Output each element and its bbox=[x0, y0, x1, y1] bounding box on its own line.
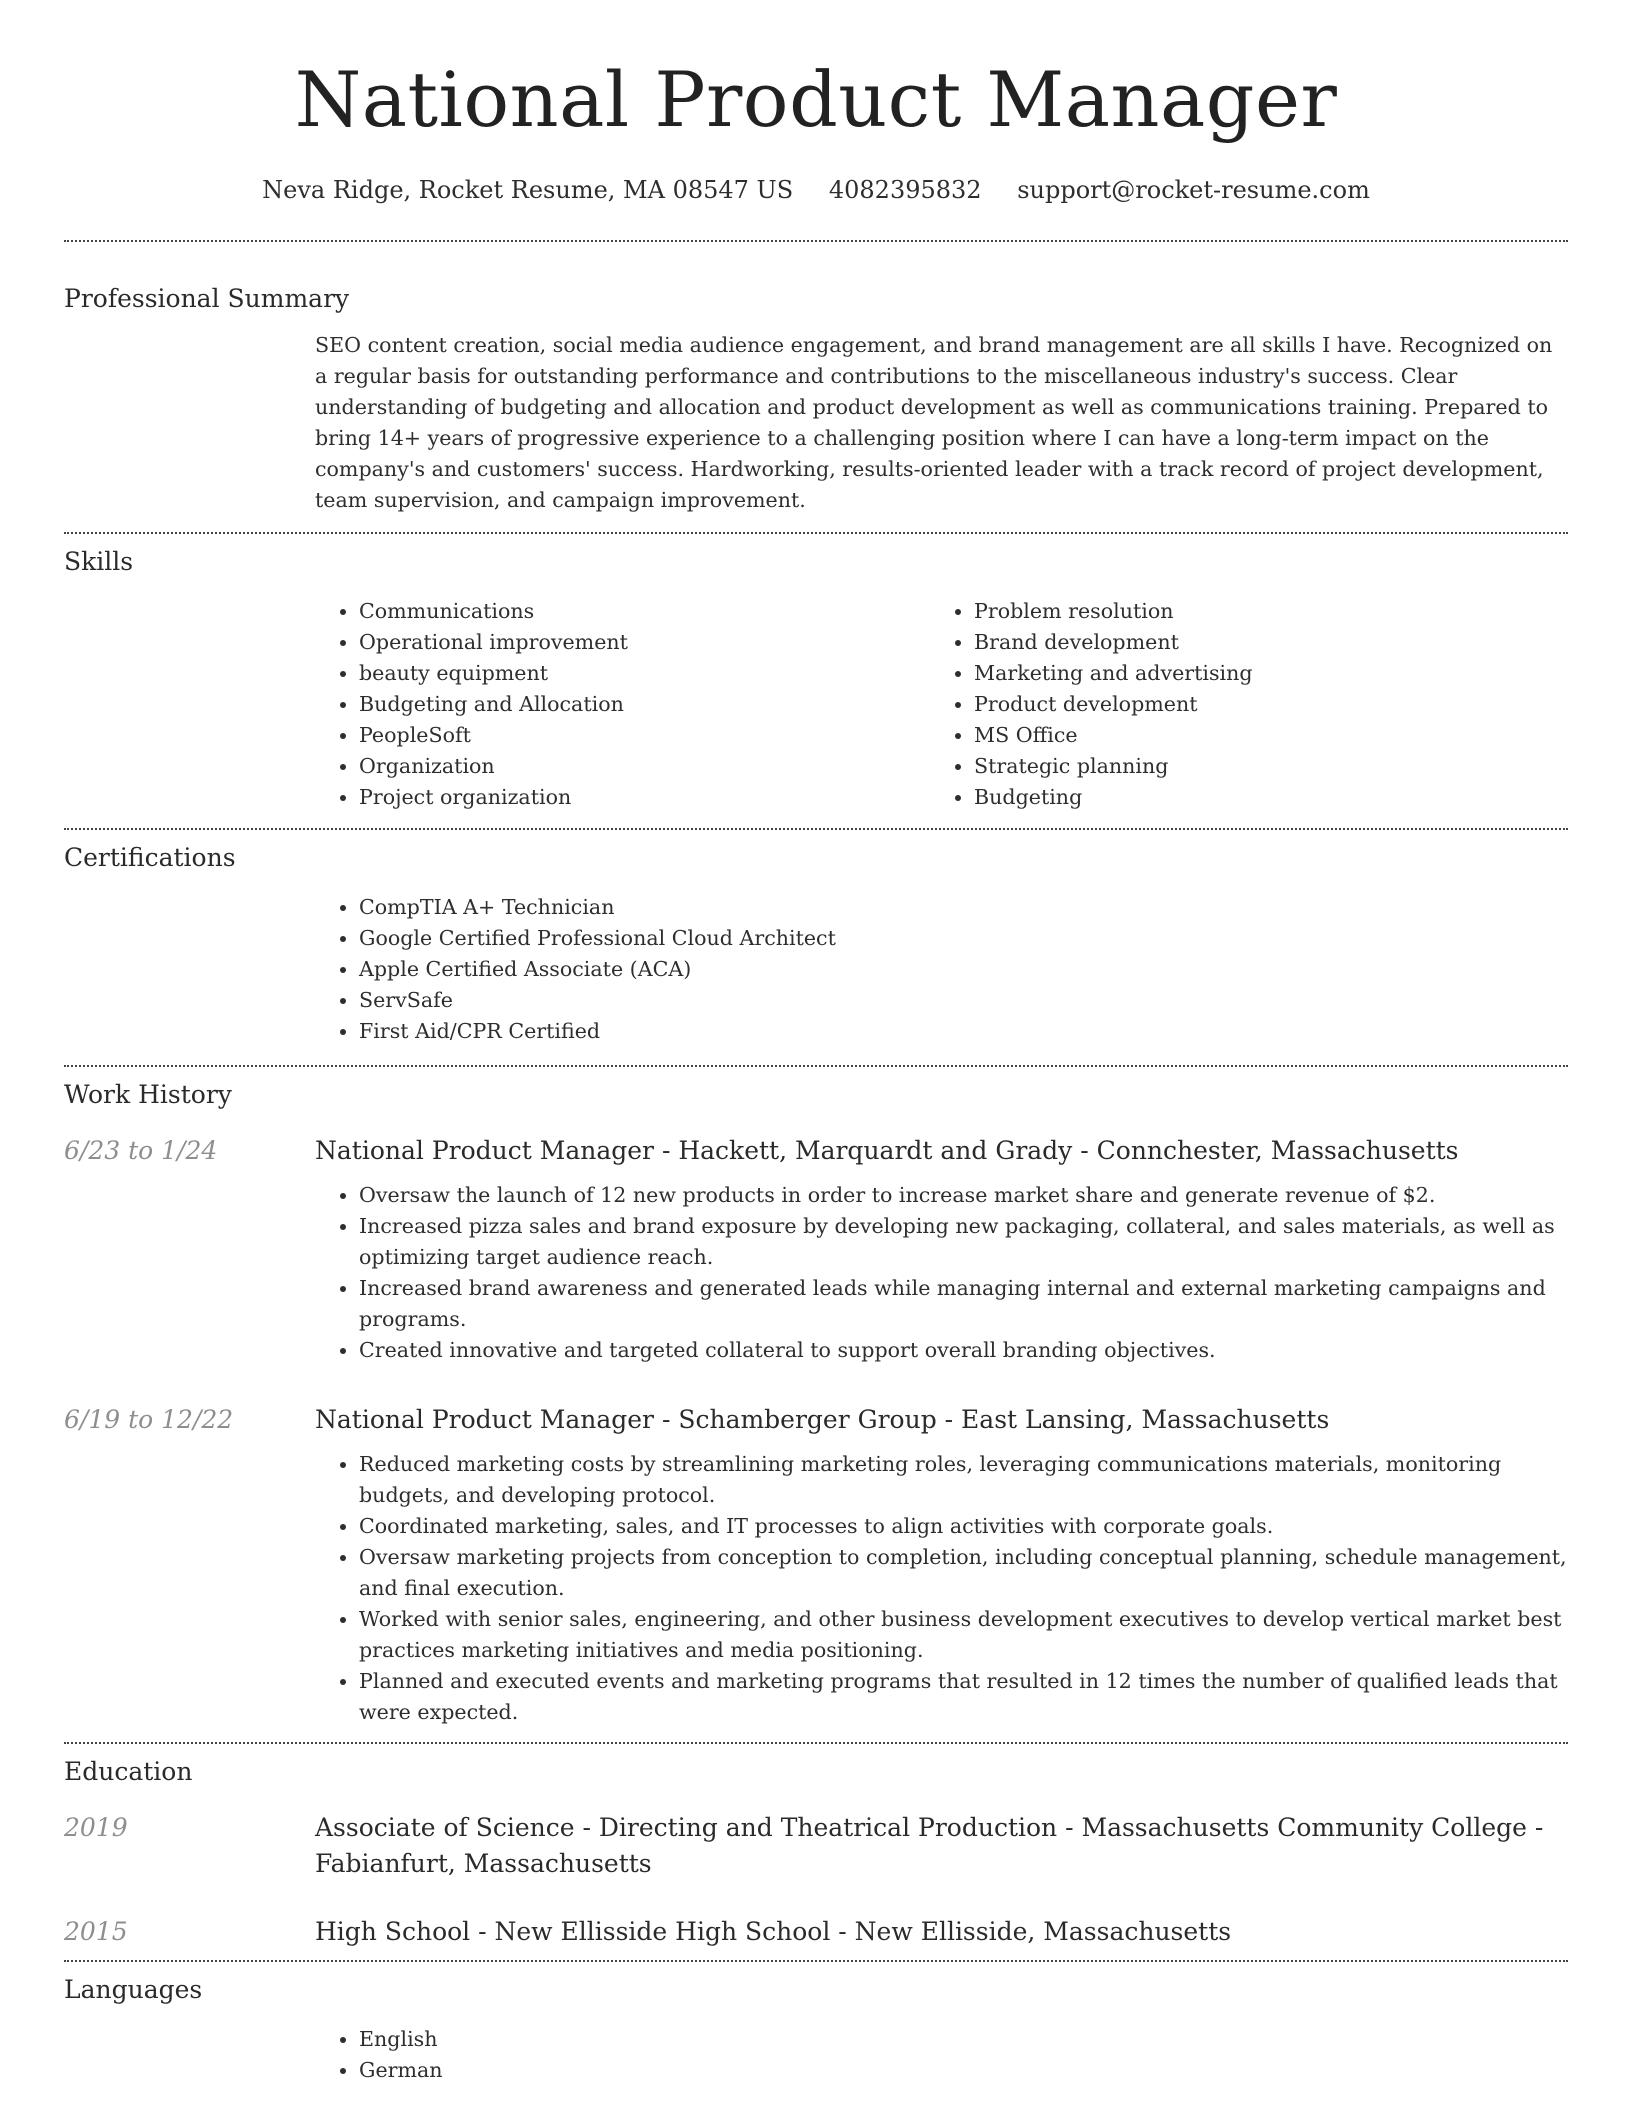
language-item: • English bbox=[359, 2024, 1568, 2055]
education-title: Associate of Science - Directing and Theatrical Production - Massachusetts Community College - Fabianfurt, Massachusetts bbox=[315, 1813, 1544, 1878]
education-entry bbox=[64, 1810, 1568, 1882]
skill-item: • Marketing and advertising bbox=[974, 658, 1545, 689]
summary-heading: Professional Summary bbox=[64, 284, 350, 313]
skill-item: • Strategic planning bbox=[974, 751, 1545, 782]
skills-column-right bbox=[930, 596, 1545, 813]
job-bullet: • Reduced marketing costs by streamlining marketing roles, leveraging communications materials, monitoring budgets, and developing protocol. bbox=[359, 1449, 1568, 1511]
job-entry bbox=[64, 1133, 1568, 1366]
job-bullet: • Worked with senior sales, engineering, and other business development executives to develop vertical market best practices marketing initiatives and media positioning. bbox=[359, 1604, 1568, 1666]
job-bullets bbox=[315, 1180, 1568, 1366]
skill-item: • Product development bbox=[974, 689, 1545, 720]
job-title: National Product Manager - Schamberger Group - East Lansing, Massachusetts bbox=[315, 1405, 1330, 1434]
skills-grid bbox=[315, 596, 1568, 828]
skill-item: • Operational improvement bbox=[359, 627, 930, 658]
education-section bbox=[64, 1744, 1568, 1960]
skill-item: • beauty equipment bbox=[359, 658, 930, 689]
certification-item: • ServSafe bbox=[359, 985, 1568, 1016]
summary-text: SEO content creation, social media audience engagement, and brand management are all skills I have. Recognized on a regular basis for outstanding performance and contributions to the miscellaneous industry's success. Clear understanding of budgeting and allocation and product development as well as communications training. Prepared to bring 14+ years of progressive experience to a challenging position where I can have a long-term impact on the company's and customers' success. Hardworking, results-oriented leader with a track record of project development, team supervision, and campaign improvement. bbox=[315, 333, 1553, 512]
languages-section bbox=[64, 1962, 1568, 2086]
skill-item: • Communications bbox=[359, 596, 930, 627]
skill-item: • Budgeting bbox=[974, 782, 1545, 813]
education-body bbox=[315, 1914, 1568, 1950]
skills-column-left bbox=[315, 596, 930, 813]
certifications-section bbox=[64, 830, 1568, 1065]
contact-address: Neva Ridge, Rocket Resume, MA 08547 US bbox=[262, 176, 794, 204]
language-item: • German bbox=[359, 2055, 1568, 2086]
job-bullet: • Oversaw the launch of 12 new products in order to increase market share and generate revenue of $2. bbox=[359, 1180, 1568, 1211]
education-body bbox=[315, 1810, 1568, 1882]
certification-item: • First Aid/CPR Certified bbox=[359, 1016, 1568, 1047]
job-bullet: • Increased brand awareness and generated leads while managing internal and external marketing campaigns and programs. bbox=[359, 1273, 1568, 1335]
education-date: 2019 bbox=[64, 1813, 128, 1842]
skill-item: • Organization bbox=[359, 751, 930, 782]
skills-section bbox=[64, 534, 1568, 828]
job-bullets bbox=[315, 1449, 1568, 1728]
work-history-heading: Work History bbox=[64, 1080, 232, 1109]
certification-item: • Apple Certified Associate (ACA) bbox=[359, 954, 1568, 985]
job-bullet: • Planned and executed events and marketing programs that resulted in 12 times the number of qualified leads that were expected. bbox=[359, 1666, 1568, 1728]
summary-section bbox=[64, 242, 1568, 532]
education-entry bbox=[64, 1914, 1568, 1960]
job-bullet: • Created innovative and targeted collateral to support overall branding objectives. bbox=[359, 1335, 1568, 1366]
certifications-list bbox=[315, 892, 1568, 1047]
job-date: 6/19 to 12/22 bbox=[64, 1405, 234, 1434]
languages-heading: Languages bbox=[64, 1975, 203, 2004]
languages-list bbox=[315, 2024, 1568, 2086]
contact-phone: 4082395832 bbox=[828, 176, 982, 204]
contact-line bbox=[64, 176, 1568, 204]
skill-item: • MS Office bbox=[974, 720, 1545, 751]
job-entry bbox=[64, 1402, 1568, 1742]
skill-item: • PeopleSoft bbox=[359, 720, 930, 751]
contact-email: support@rocket-resume.com bbox=[1017, 176, 1370, 204]
job-date: 6/23 to 1/24 bbox=[64, 1136, 218, 1165]
skill-item: • Budgeting and Allocation bbox=[359, 689, 930, 720]
job-title: National Product Manager - Hackett, Marquardt and Grady - Connchester, Massachusetts bbox=[315, 1136, 1459, 1165]
certification-item: • CompTIA A+ Technician bbox=[359, 892, 1568, 923]
education-heading: Education bbox=[64, 1757, 193, 1786]
education-date: 2015 bbox=[64, 1917, 128, 1946]
skill-item: • Project organization bbox=[359, 782, 930, 813]
languages-block bbox=[315, 2024, 1568, 2086]
job-body bbox=[315, 1133, 1568, 1366]
skills-list-right bbox=[930, 596, 1545, 813]
job-body bbox=[315, 1402, 1568, 1728]
certifications-block bbox=[315, 892, 1568, 1065]
job-bullet: • Oversaw marketing projects from conception to completion, including conceptual planning, schedule management, and final execution. bbox=[359, 1542, 1568, 1604]
skills-heading: Skills bbox=[64, 547, 134, 576]
certification-item: • Google Certified Professional Cloud Architect bbox=[359, 923, 1568, 954]
education-title: High School - New Ellisside High School - New Ellisside, Massachusetts bbox=[315, 1917, 1232, 1946]
certifications-heading: Certifications bbox=[64, 843, 236, 872]
job-bullet: • Increased pizza sales and brand exposure by developing new packaging, collateral, and sales materials, as well as optimizing target audience reach. bbox=[359, 1211, 1568, 1273]
job-bullet: • Coordinated marketing, sales, and IT processes to align activities with corporate goals. bbox=[359, 1511, 1568, 1542]
skill-item: • Problem resolution bbox=[974, 596, 1545, 627]
skill-item: • Brand development bbox=[974, 627, 1545, 658]
resume-name: National Product Manager bbox=[294, 55, 1338, 144]
work-history-section bbox=[64, 1067, 1568, 1742]
skills-list-left bbox=[315, 596, 930, 813]
